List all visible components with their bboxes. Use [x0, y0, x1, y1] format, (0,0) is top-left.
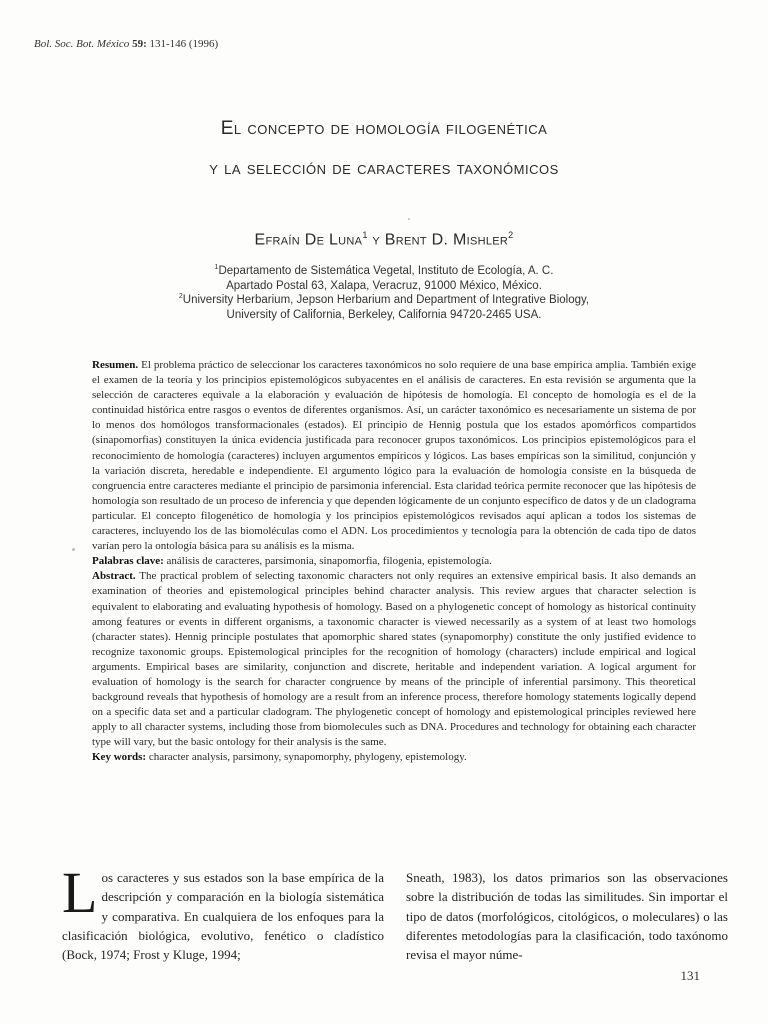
scan-speck [72, 548, 75, 551]
author-list [0, 230, 768, 249]
affiliation-1-line-1: Departamento de Sistemática Vegetal, Instituto de Ecología, A. C. [218, 264, 554, 277]
author-2: Brent D. Mishler [384, 231, 509, 249]
journal-pages: 131-146 (1996) [149, 38, 219, 50]
abstract-section [92, 358, 696, 766]
key-words-paragraph [92, 750, 696, 765]
abstract-paragraph [92, 569, 696, 750]
body-left-text: os caracteres y sus estados son la base empírica de la descripción y comparación en la biología sistemática y comparativa. En cualquiera de los enfoques para la clasificación biológica, evolutivo, fenético o cladístico (Bock, 1974; Frost y Kluge, 1994; [62, 870, 384, 963]
body-column-right [406, 868, 728, 964]
author-connector: y [367, 231, 385, 249]
affiliation-2-line-2: University of California, Berkeley, California 94720-2465 USA. [226, 308, 542, 321]
palabras-clave-text: análisis de caracteres, parsimonia, sinapomorfia, filogenia, epistemología. [163, 555, 492, 568]
abstract-text: The practical problem of selecting taxonomic characters not only requires an extensive empirical basis. It also demands an examination of theories and epistemological principles behind character analysis. This review argues that character selection is equivalent to elaborating and evaluating hypothesis of homology. Based on a phylogenetic concept of homology as historical continuity among features or events in different organisms, a taxonomic character is viewed necessarily as a system of at least two homologs (character states). Hennig principle postulates that apomorphic shared states (synapomorphy) constitute the only justified evidence to recognize taxonomic groups. Epistemological principles for the recognition of homology (characters) include empirical and logical arguments. Empirical bases are similarity, conjunction and discrete, heritable and independent variation. A logical argument for evaluation of homology is the search for character congruence by means of the principle of inferential parsimony. This theoretical background reveals that hypothesis of homology are a result from an inference process, therefore homology statements logically depend on a specific data set and a particular cladogram. The phylogenetic concept of homology and epistemological principles reviewed here apply to all character systems, including those from biomolecules such as DNA. Procedures and technology for obtaining each character type will vary, but the basic ontology for their analysis is the same. [92, 570, 696, 749]
body-column-left [62, 860, 384, 964]
resumen-paragraph [92, 358, 696, 554]
resumen-text: El problema práctico de seleccionar los caracteres taxonómicos no solo requiere de una base empírica amplia. También exige el examen de la teoría y los principios epistemológicos subyacentes en el análisis de caracteres. En esta revisión se argumenta que la selección de caracteres equivale a la elaboración y evaluación de hipótesis de homología. El concepto de homología es el de la continuidad histórica entre rasgos o eventos de diferentes organismos. Así, un carácter taxonómico es necesariamente un sistema de por lo menos dos homólogos transformacionales (estados). El principio de Hennig postula que los estados apomórficos compartidos (sinapomorfias) constituyen la única evidencia justificada para reconocer grupos taxonómicos. Los principios epistemológicos para el reconocimiento de homología (caracteres) incluyen argumentos empíricos y lógicos. Las bases empíricas son la similitud, conjunción y la variación discreta, heredable e independiente. El argumento lógico para la evaluación de homología consiste en la búsqueda de congruencia entre caracteres mediante el principio de parsimonia inferencial. Esta claridad teórica permite reconocer que las hipótesis de homología son resultado de un proceso de inferencia y que dependen lógicamente de un conjunto específico de datos y de un cladograma particular. El concepto filogenético de homología y los principios epistemológicos revisados aquí aplican a todos los sistemas de caracteres, incluyendo los de las biomoléculas como el ADN. Los procedimientos y tecnología para la obtención de cada tipo de datos varían pero la ontología básica para su análisis es la misma. [92, 359, 696, 553]
journal-volume: 59: [132, 38, 147, 50]
abstract-label: Abstract. [92, 570, 136, 583]
author-1: Efraín De Luna [254, 231, 363, 249]
resumen-label: Resumen. [92, 359, 139, 371]
affiliation-2-line-1: University Herbarium, Jepson Herbarium and Department of Integrative Biology, [182, 293, 590, 306]
page-number: 131 [680, 968, 700, 983]
journal-name: Bol. Soc. Bot. México [34, 38, 130, 50]
journal-citation [34, 38, 218, 50]
key-words-text: character analysis, parsimony, synapomorphy, phylogeny, epistemology. [146, 751, 467, 764]
key-words-label: Key words: [92, 751, 147, 764]
palabras-clave-paragraph [92, 554, 696, 569]
author-2-affiliation-mark: 2 [508, 230, 514, 240]
affiliation-1-mark: 1 [214, 264, 219, 271]
palabras-clave-label: Palabras clave: [92, 555, 164, 568]
drop-cap: L [62, 860, 98, 925]
body-right-text: Sneath, 1983), los datos primarios son las observaciones sobre la distribución de todas las similitudes. Sin importar el tipo de datos (morfológicos, citológicos, o moleculares) o las diferentes metodologías para la clasificación, todo taxónomo revisa el mayor núme- [406, 870, 728, 963]
affiliation-2-mark: 2 [178, 293, 183, 300]
scan-speck [408, 218, 410, 220]
affiliation-2 [0, 289, 768, 323]
article-title-line-1: El concepto de homología filogenética [220, 118, 548, 139]
article-title-line-2: y la selección de caracteres taxonómicos [209, 158, 559, 179]
author-1-affiliation-mark: 1 [362, 230, 368, 240]
affiliation-1-line-2: Apartado Postal 63, Xalapa, Veracruz, 91000 México, México. [226, 279, 542, 292]
